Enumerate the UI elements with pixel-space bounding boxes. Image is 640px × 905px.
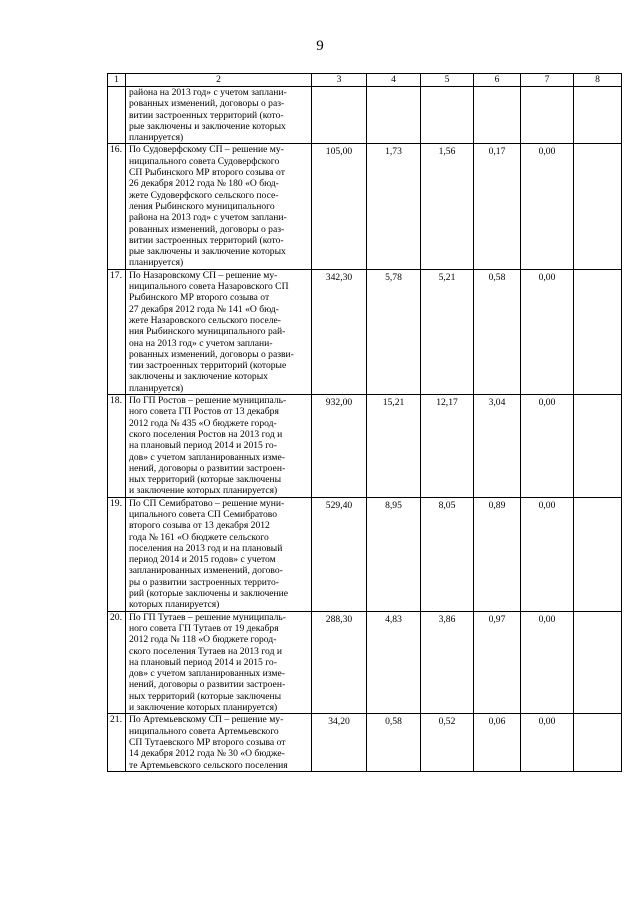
description-line: ского поселения Ростов на 2013 год и	[129, 428, 283, 440]
header-cell: 2	[126, 74, 312, 87]
value-cell-3: 105,00	[312, 144, 367, 269]
value-cell-8	[574, 144, 622, 269]
value-cell-5: 0,52	[421, 714, 474, 771]
description-line: ного совета ГП Ростов от 13 декабря	[129, 406, 279, 418]
row-number: 21.	[108, 714, 126, 771]
table-row	[108, 395, 622, 498]
header-cell: 1	[108, 74, 126, 87]
description-line: 2012 года № 435 «О бюджете город-	[129, 417, 277, 429]
description-line: витии застроенных территорий (кото-	[129, 234, 284, 246]
description-line: витии застроенных территорий (кото-	[129, 109, 284, 121]
header-cell: 5	[421, 74, 474, 87]
value-cell-5: 8,05	[421, 497, 474, 611]
table-row	[108, 611, 622, 714]
value-cell-7	[521, 87, 574, 144]
description-line: 27 декабря 2012 года № 141 «О бюд-	[129, 303, 279, 315]
value-cell-3	[312, 87, 367, 144]
value-cell-4: 4,83	[367, 611, 421, 714]
description-line: По Назаровскому СП – решение му-	[129, 269, 278, 281]
description-line: планируется)	[129, 257, 184, 269]
description-line: жете Назаровского сельского поселе-	[129, 314, 281, 326]
description-line: По ГП Ростов – решение муниципаль-	[129, 395, 287, 407]
description-line: второго созыва от 13 декабря 2012	[129, 520, 270, 532]
value-cell-6: 3,04	[474, 395, 521, 498]
header-cell: 6	[474, 74, 521, 87]
value-cell-4: 8,95	[367, 497, 421, 611]
description-line: рованных изменений, договоры о разви-	[129, 348, 294, 360]
description-line: нений, договоры о развитии застроен-	[129, 679, 286, 691]
row-description	[126, 714, 312, 771]
description-line: СП Рыбинского МР второго созыва от	[129, 167, 285, 179]
description-line: рованных изменений, договоры о раз-	[129, 223, 285, 235]
row-description	[126, 269, 312, 394]
description-line: ского поселения Тутаев на 2013 год и	[129, 645, 282, 657]
description-line: района на 2013 год» с учетом заплани-	[129, 212, 287, 224]
header-row	[108, 74, 622, 87]
value-cell-7: 0,00	[521, 714, 574, 771]
header-cell: 3	[312, 74, 367, 87]
value-cell-7: 0,00	[521, 144, 574, 269]
description-line: года № 161 «О бюджете сельского	[129, 531, 269, 543]
value-cell-6: 0,58	[474, 269, 521, 394]
description-line: заключены и заключение которых	[129, 371, 268, 383]
description-line: рые заключены и заключение которых	[129, 120, 286, 132]
value-cell-3: 342,30	[312, 269, 367, 394]
description-line: ры о развитии застроенных террито-	[129, 576, 279, 588]
description-line: жете Судоверфского сельского посе-	[129, 189, 279, 201]
value-cell-4: 5,78	[367, 269, 421, 394]
description-line: дов» с учетом запланированных изме-	[129, 451, 285, 463]
description-line: ниципального совета Артемьевского	[129, 725, 279, 737]
table-row	[108, 714, 622, 771]
description-line: ниципального совета Назаровского СП	[129, 281, 289, 293]
value-cell-8	[574, 87, 622, 144]
description-line: 2012 года № 118 «О бюджете город-	[129, 634, 277, 646]
value-cell-4: 1,73	[367, 144, 421, 269]
value-cell-3: 34,20	[312, 714, 367, 771]
row-number	[108, 87, 126, 144]
value-cell-5	[421, 87, 474, 144]
description-line: 26 декабря 2012 года № 180 «О бюд-	[129, 178, 279, 190]
table-row	[108, 269, 622, 394]
description-line: ных территорий (которые заключены	[129, 474, 282, 486]
description-line: планируется)	[129, 132, 184, 144]
description-line: рые заключены и заключение которых	[129, 246, 286, 258]
description-line: нений, договоры о развитии застроен-	[129, 462, 286, 474]
description-line: и заключение которых планируется)	[129, 702, 278, 714]
description-line: и заключение которых планируется)	[129, 485, 278, 497]
description-line: 14 декабря 2012 года № 30 «О бюдже-	[129, 748, 285, 760]
value-cell-3: 288,30	[312, 611, 367, 714]
value-cell-7: 0,00	[521, 395, 574, 498]
value-cell-6: 0,06	[474, 714, 521, 771]
value-cell-4: 15,21	[367, 395, 421, 498]
table-row	[108, 144, 622, 269]
value-cell-8	[574, 269, 622, 394]
value-cell-6	[474, 87, 521, 144]
description-line: поселения на 2013 год и на плановый	[129, 542, 283, 554]
description-line: ления Рыбинского муниципального	[129, 200, 275, 212]
header-cell: 8	[574, 74, 622, 87]
description-line: период 2014 и 2015 годов» с учетом	[129, 554, 276, 566]
table-row	[108, 497, 622, 611]
value-cell-8	[574, 497, 622, 611]
description-line: ния Рыбинского муниципального рай-	[129, 326, 286, 338]
row-description	[126, 497, 312, 611]
description-line: По СП Семибратово – решение муни-	[129, 497, 285, 509]
value-cell-5: 3,86	[421, 611, 474, 714]
description-line: ципального совета СП Семибратово	[129, 508, 278, 520]
description-line: района на 2013 год» с учетом заплани-	[129, 87, 287, 98]
description-line: запланированных изменений, догово-	[129, 565, 283, 577]
row-number: 17.	[108, 269, 126, 394]
description-line: По ГП Тутаев – решение муниципаль-	[129, 611, 286, 623]
budget-table	[107, 73, 622, 772]
value-cell-7: 0,00	[521, 497, 574, 611]
value-cell-5: 12,17	[421, 395, 474, 498]
value-cell-5: 1,56	[421, 144, 474, 269]
description-line: Рыбинского МР второго созыва от	[129, 292, 270, 304]
header-cell: 4	[367, 74, 421, 87]
description-line: которых планируется)	[129, 599, 220, 611]
table-row	[108, 87, 622, 144]
description-line: ных территорий (которые заключены	[129, 690, 282, 702]
description-line: те Артемьевского сельского поселения	[129, 759, 288, 771]
description-line: на плановый период 2014 и 2015 го-	[129, 440, 277, 452]
description-line: тии застроенных территорий (которые	[129, 360, 287, 372]
row-number: 18.	[108, 395, 126, 498]
value-cell-3: 932,00	[312, 395, 367, 498]
value-cell-4	[367, 87, 421, 144]
value-cell-8	[574, 714, 622, 771]
value-cell-5: 5,21	[421, 269, 474, 394]
description-line: рованных изменений, договоры о раз-	[129, 98, 285, 110]
description-line: планируется)	[129, 382, 184, 394]
value-cell-6: 0,89	[474, 497, 521, 611]
description-line: По Судоверфскому СП – решение му-	[129, 144, 284, 156]
row-description	[126, 611, 312, 714]
value-cell-7: 0,00	[521, 269, 574, 394]
value-cell-6: 0,17	[474, 144, 521, 269]
value-cell-3: 529,40	[312, 497, 367, 611]
page-number: 9	[316, 38, 324, 54]
description-line: на плановый период 2014 и 2015 го-	[129, 656, 277, 668]
row-number: 20.	[108, 611, 126, 714]
description-line: По Артемьевскому СП – решение му-	[129, 714, 284, 726]
description-line: дов» с учетом запланированных изме-	[129, 668, 285, 680]
value-cell-8	[574, 611, 622, 714]
row-description	[126, 87, 312, 144]
row-description	[126, 395, 312, 498]
value-cell-8	[574, 395, 622, 498]
description-line: ного совета ГП Тутаев от 19 декабря	[129, 622, 279, 634]
row-number: 19.	[108, 497, 126, 611]
value-cell-6: 0,97	[474, 611, 521, 714]
description-line: СП Тутаевского МР второго созыва от	[129, 736, 286, 748]
description-line: ниципального совета Судоверфского	[129, 155, 280, 167]
value-cell-4: 0,58	[367, 714, 421, 771]
value-cell-7: 0,00	[521, 611, 574, 714]
row-description	[126, 144, 312, 269]
header-cell: 7	[521, 74, 574, 87]
description-line: она на 2013 год» с учетом заплани-	[129, 337, 273, 349]
row-number: 16.	[108, 144, 126, 269]
description-line: рий (которые заключены и заключение	[129, 588, 289, 600]
